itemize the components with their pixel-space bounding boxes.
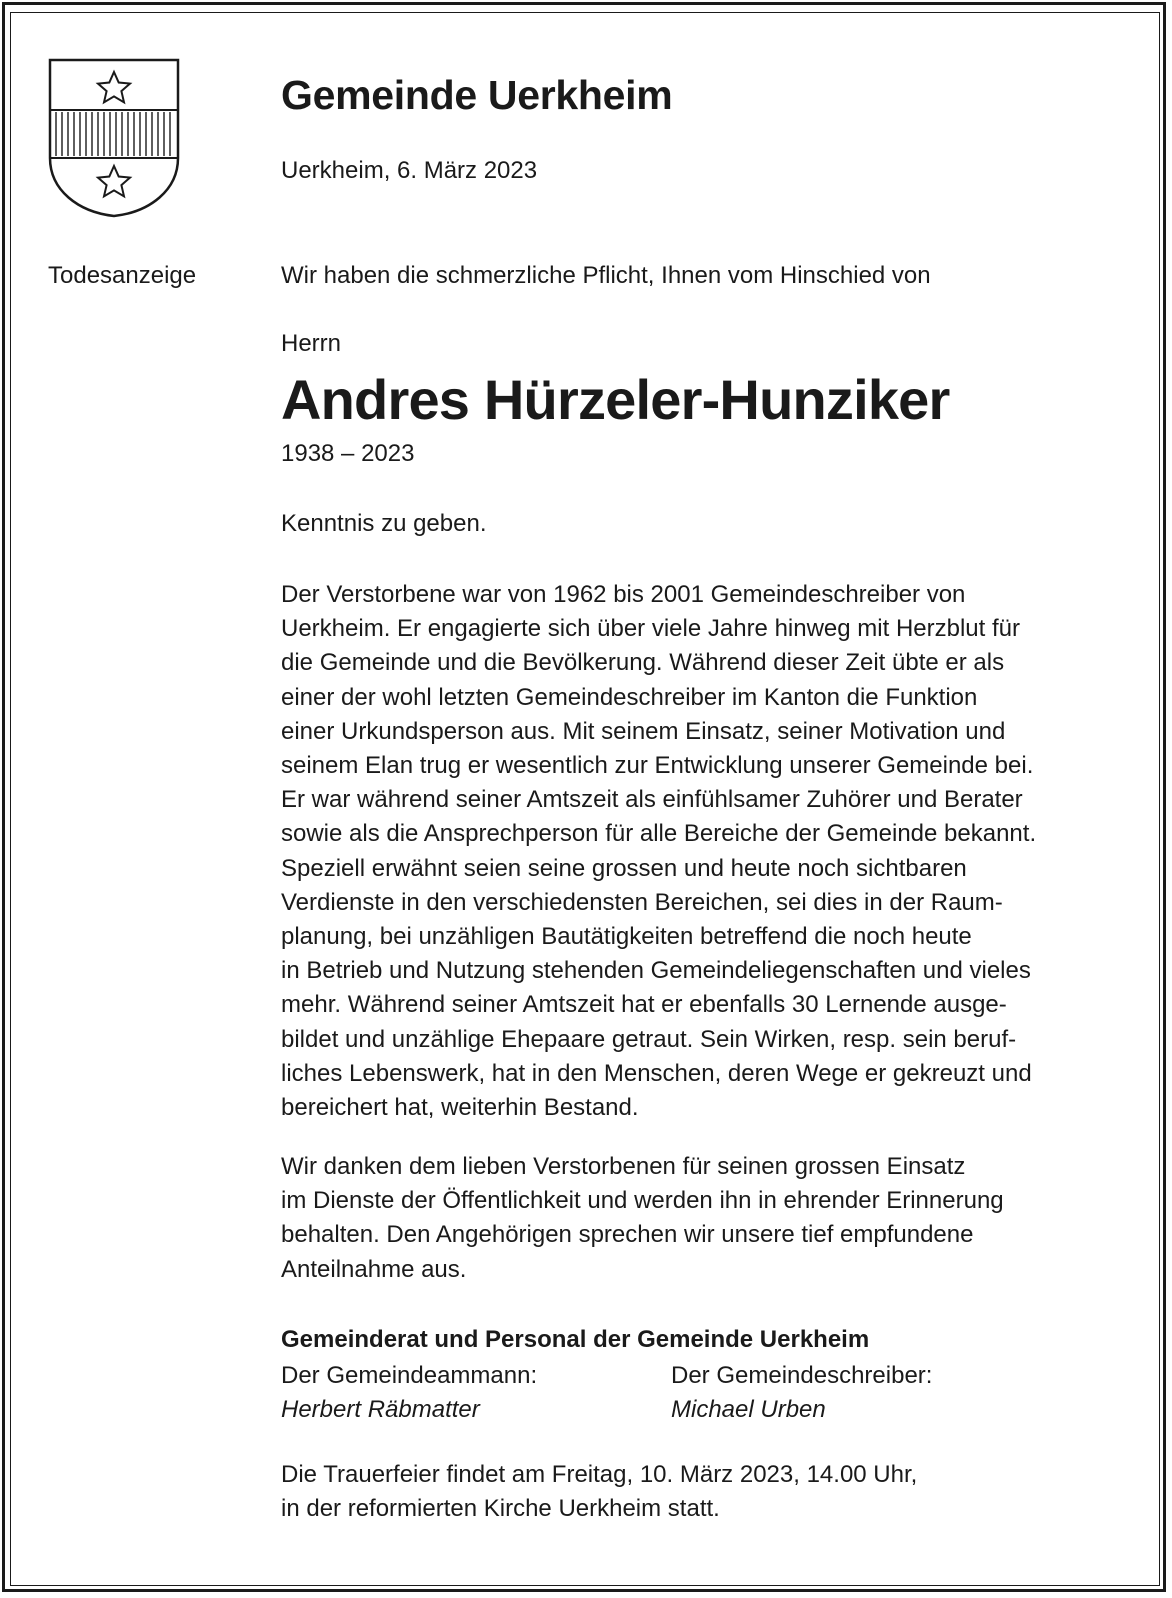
text-line: behalten. Den Angehörigen sprechen wir unsere tief empfundene	[281, 1221, 974, 1249]
text-line: die Gemeinde und die Bevölkerung. Während dieser Zeit übte er als	[281, 649, 1005, 677]
text-line: Uerkheim. Er engagierte sich über viele Jahre hinweg mit Herzblut für	[281, 615, 1020, 643]
text-line: Speziell erwähnt seien seine grossen und heute noch sichtbaren	[281, 854, 967, 882]
text-line: sowie als die Ansprechperson für alle Bereiche der Gemeinde bekannt.	[281, 820, 1037, 848]
text-line: einer der wohl letzten Gemeindeschreiber im Kanton die Funktion	[281, 683, 978, 711]
signature-name: Herbert Räbmatter	[281, 1396, 480, 1423]
biography-paragraph	[281, 578, 1141, 1125]
funeral-info	[281, 1458, 1141, 1526]
signature-role: Der Gemeindeammann:	[281, 1362, 538, 1389]
notice-intro: Wir haben die schmerzliche Pflicht, Ihnen vom Hinschied von	[281, 262, 931, 289]
signature-clerk	[671, 1359, 932, 1427]
text-line: im Dienste der Öffentlichkeit und werden ihn in ehrender Erinnerung	[281, 1187, 1004, 1215]
text-line: Wir danken dem lieben Verstorbenen für seinen grossen Einsatz	[281, 1153, 966, 1180]
text-line: Der Verstorbene war von 1962 bis 2001 Gemeindeschreiber von	[281, 581, 966, 608]
thanks-paragraph	[281, 1150, 1141, 1287]
deceased-name: Andres Hürzeler-Hunziker	[281, 368, 950, 431]
signature-heading: Gemeinderat und Personal der Gemeinde Uerkheim	[281, 1326, 870, 1353]
place-date: Uerkheim, 6. März 2023	[281, 157, 538, 184]
signature-mayor	[281, 1359, 537, 1427]
text-line: Anteilnahme aus.	[281, 1255, 467, 1283]
coat-of-arms-icon	[48, 58, 180, 218]
text-line: bildet und unzählige Ehepaare getraut. Sein Wirken, resp. sein beruf-	[281, 1025, 1017, 1053]
text-line: Die Trauerfeier findet am Freitag, 10. März 2023, 14.00 Uhr,	[281, 1461, 918, 1488]
signature-name: Michael Urben	[671, 1396, 826, 1423]
salutation: Herrn	[281, 330, 342, 357]
text-line: in der reformierten Kirche Uerkheim statt.	[281, 1495, 720, 1523]
municipality-title: Gemeinde Uerkheim	[281, 72, 673, 118]
text-line: Verdienste in den verschiedensten Bereichen, sei dies in der Raum-	[281, 888, 1003, 916]
text-line: seinem Elan trug er wesentlich zur Entwicklung unserer Gemeinde bei.	[281, 752, 1034, 780]
text-line: planung, bei unzähligen Bautätigkeiten betreffend die noch heute	[281, 923, 972, 951]
text-line: liches Lebenswerk, hat in den Menschen, deren Wege er gekreuzt und	[281, 1059, 1032, 1087]
notice-closing: Kenntnis zu geben.	[281, 510, 487, 537]
text-line: bereichert hat, weiterhin Bestand.	[281, 1094, 639, 1122]
text-line: einer Urkundsperson aus. Mit seinem Einsatz, seiner Motivation und	[281, 717, 1006, 745]
signature-role: Der Gemeindeschreiber:	[671, 1362, 933, 1389]
text-line: mehr. Während seiner Amtszeit hat er ebenfalls 30 Lernende ausge-	[281, 991, 1007, 1019]
text-line: in Betrieb und Nutzung stehenden Gemeindeliegenschaften und vieles	[281, 957, 1031, 985]
notice-type-label: Todesanzeige	[48, 262, 197, 289]
life-years: 1938 – 2023	[281, 440, 415, 467]
text-line: Er war während seiner Amtszeit als einfühlsamer Zuhörer und Berater	[281, 786, 1023, 814]
